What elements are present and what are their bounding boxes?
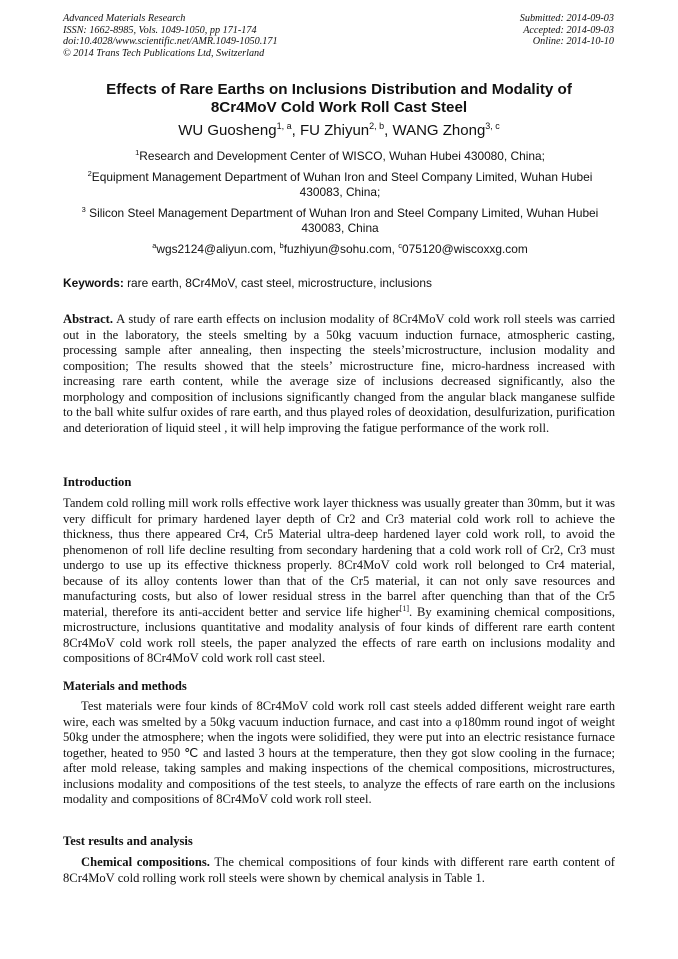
author-affiliation-mark: 3, c (485, 121, 500, 131)
affiliation-text: Equipment Management Department of Wuhan Iron and Steel Company Limited, Wuhan Hubei 430083, China; (91, 170, 593, 199)
abstract (63, 312, 615, 436)
results-heading: Test results and analysis (63, 834, 193, 848)
methods-heading: Materials and methods (63, 679, 187, 693)
keywords-label: Keywords: (63, 276, 124, 290)
doi-line: doi:10.4028/www.scientific.net/AMR.1049-1050.171 (63, 36, 278, 48)
results-text: The chemical compositions of four kinds with different rare earth content of 8Cr4MoV cold rolling work roll steels were shown by chemical analysis in Table 1. (63, 855, 615, 885)
introduction-heading: Introduction (63, 475, 132, 489)
keywords-text: rare earth, 8Cr4MoV, cast steel, microstructure, inclusions (123, 276, 432, 290)
affiliation-number: 3 (81, 205, 86, 214)
email-mark: b (279, 241, 284, 250)
keywords (63, 276, 615, 291)
email-mark: a (152, 241, 157, 250)
author-affiliation-mark: 1, a (276, 121, 292, 131)
author-list (63, 122, 615, 140)
affiliation-3 (70, 206, 610, 235)
email-text: wgs2124@aliyun.com, (156, 242, 280, 256)
introduction-text-continued: . By examining chemical compositions, microstructure, inclusions quantitative and modality analysis of four kinds of different rare earth content 8Cr4MoV cold work roll steels, the paper analyzed the effects of rare earth on inclusions modality and compositions of 8Cr4MoV cold work roll cast steel. (63, 604, 615, 666)
author-separator: , (291, 122, 300, 139)
issn-line: ISSN: 1662-8985, Vols. 1049-1050, pp 171-174 (63, 24, 257, 36)
methods-text: Test materials were four kinds of 8Cr4MoV cold work roll cast steels added different weight rare earth wire, each was smelted by a 50kg vacuum induction furnace, and cast into a φ180mm round ingot of weight 50kg under the atmosphere; when the ingots were solidified, they were put into an electric resistance furnace together, heated to 950 ℃ and lasted 3 hours at the temperature, then they got slow cooling in the furnace; after mold release, taking samples and making inspections of the chemical compositions, microstructures, inclusions modality and compositions of the test steels, to analyze the effects of rare earth on the inclusions modality and compositions of 8Cr4MoV cold work roll steel. (63, 699, 615, 807)
results-paragraph (63, 855, 615, 886)
author-affiliation-mark: 2, b (369, 121, 385, 131)
affiliation-number: 2 (87, 169, 92, 178)
affiliation-text: Research and Development Center of WISCO, Wuhan Hubei 430080, China; (139, 149, 545, 163)
methods-paragraph (63, 699, 615, 808)
chemical-compositions-label: Chemical compositions. (81, 855, 210, 869)
title-line-1: Effects of Rare Earths on Inclusions Distribution and Modality of (106, 81, 572, 98)
citation-mark: [1] (399, 603, 409, 613)
affiliation-1 (70, 149, 610, 164)
publication-dates (520, 13, 614, 48)
affiliation-text: Silicon Steel Management Department of Wuhan Iron and Steel Company Limited, Wuhan Hubei 430083, China (85, 206, 599, 235)
author-name: WU Guosheng (178, 122, 277, 139)
journal-info (63, 13, 278, 59)
email-mark: c (398, 241, 402, 250)
submitted-date: Submitted: 2014-09-03 (519, 13, 614, 24)
email-text: 075120@wiscoxxg.com (401, 242, 528, 256)
title-line-2: 8Cr4MoV Cold Work Roll Cast Steel (210, 99, 468, 116)
affiliation-number: 1 (135, 148, 140, 157)
affiliation-2 (70, 170, 610, 199)
email-text: fuzhiyun@sohu.com, (283, 242, 399, 256)
introduction-text: Tandem cold rolling mill work rolls effective work layer thickness was usually greater than 30mm, but it was very difficult for primary hardened layer depth of Cr2 and Cr3 material cold work roll to achieve the thickness, thus there appeared Cr4, Cr5 Material ultra-deep hardened layer cold work roll, to avoid the phenomenon of roll life decline resulting from secondary hardening that a cold work roll of Cr2, Cr3 must undergo to use up its effective thickness properly. 8Cr4MoV cold work roll belonged to Cr4 material, because of its alloy contents lower than that of the Cr5 material, it can not only save resources and manufacturing costs, but also of lower residual stress in the barrel after quenching than that of the Cr5 material, therefore its anti-accident better and service life higher (63, 496, 615, 619)
paper-title (63, 81, 615, 117)
author-name: WANG Zhong (392, 122, 486, 139)
copyright-line: © 2014 Trans Tech Publications Ltd, Switzerland (63, 47, 265, 59)
author-name: FU Zhiyun (299, 122, 370, 139)
online-date: Online: 2014-10-10 (532, 36, 614, 48)
author-emails (70, 242, 610, 257)
abstract-text: A study of rare earth effects on inclusion modality of 8Cr4MoV cold work roll steels was carried out in the laboratory, the steels smelting by a 50kg vacuum induction furnace, atmospheric casting, processing sample after annealing, then inspecting the steels’microstructure, inclusion modality and composition; The results showed that the steels’ microstructure fine, micro-hardness increased with increasing rare earth content, while the average size of inclusions decreased significantly, also the morphology and composition of inclusions significantly changed from the angular black manganese sulfide to the ball white sulfur oxides of rare earth, and thus played roles of deoxidation, desulfurization, purification and deterioration of liquid steel , it will help improving the fatigue performance of the work roll. (63, 312, 615, 435)
accepted-date: Accepted: 2014-09-03 (523, 24, 614, 36)
introduction-paragraph (63, 496, 615, 667)
author-separator: , (384, 122, 393, 139)
journal-name: Advanced Materials Research (63, 13, 186, 24)
abstract-label: Abstract. (63, 312, 114, 326)
